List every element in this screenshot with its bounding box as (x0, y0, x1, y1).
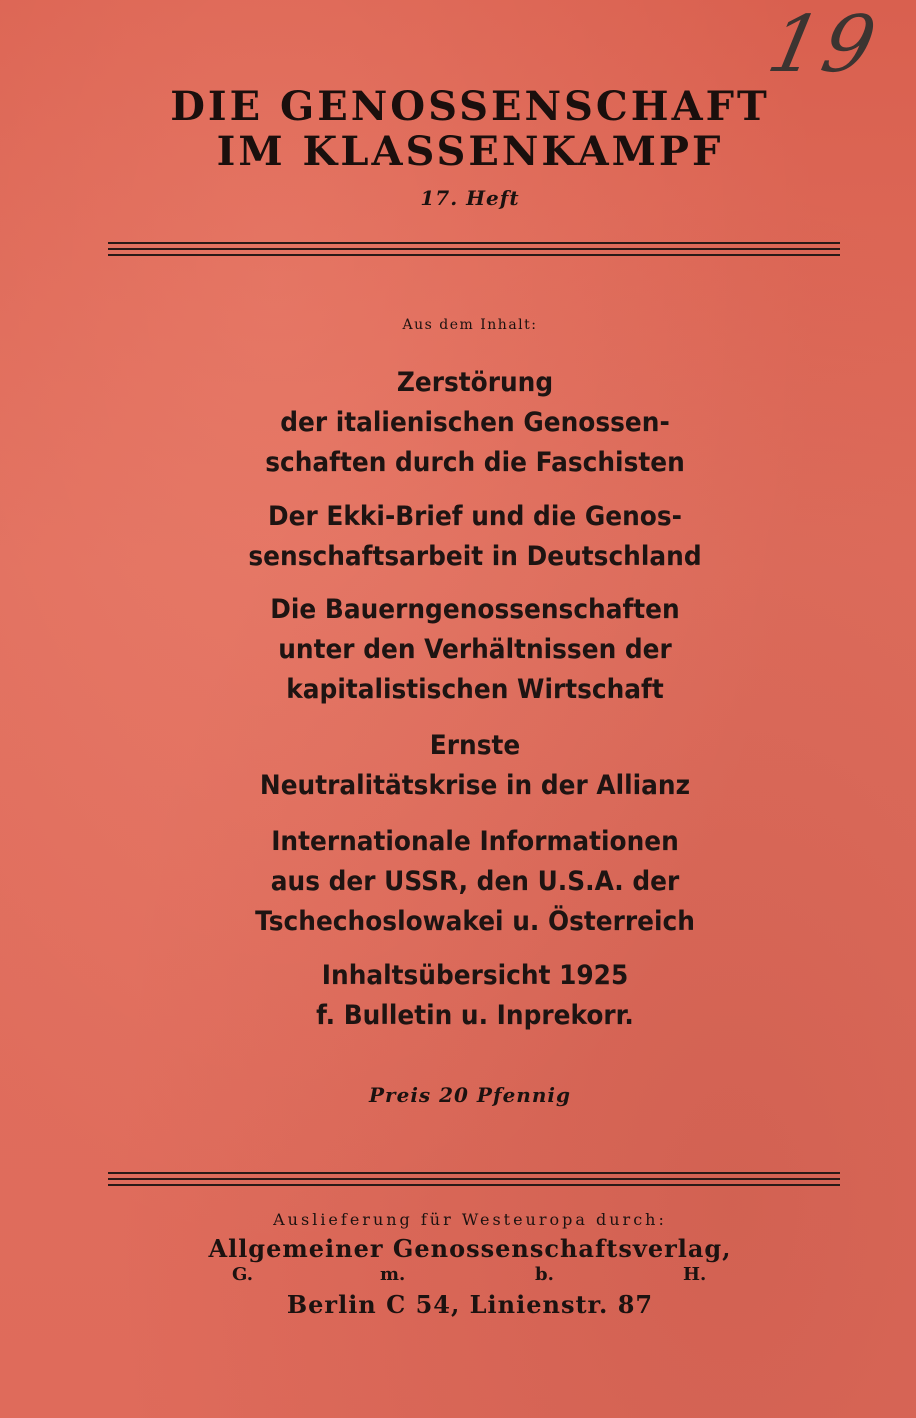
item-line: senschaftsarbeit in Deutschland (248, 541, 702, 572)
item-line: Internationale Informationen (271, 826, 679, 857)
item-line: schaften durch die Faschisten (265, 447, 685, 478)
contents-item-2 (185, 497, 765, 577)
contents-item-4 (185, 726, 765, 806)
item-line: Tschechoslowakei u. Österreich (255, 906, 695, 937)
contents-heading: Aus dem Inhalt: (402, 317, 538, 333)
issue-number: 17. Heft (420, 186, 520, 210)
item-line: Die Bauerngenossenschaften (270, 594, 680, 625)
gmbh-g: G. (232, 1264, 253, 1285)
top-rule-3 (108, 254, 840, 256)
item-line: Der Ekki-Brief und die Genos- (268, 501, 682, 532)
publisher-name: Allgemeiner Genossenschaftsverlag, (208, 1234, 732, 1263)
item-line: unter den Verhältnissen der (278, 634, 672, 665)
gmbh-b: b. (535, 1264, 554, 1285)
handwritten-page-number: 19 (760, 0, 887, 90)
bottom-rule-2 (108, 1178, 840, 1180)
bottom-rule-1 (108, 1172, 840, 1174)
top-rule-1 (108, 242, 840, 244)
bottom-rule-3 (108, 1184, 840, 1186)
contents-item-1 (185, 363, 765, 483)
delivery-note: Auslieferung für Westeuropa durch: (273, 1210, 667, 1229)
gmbh-m: m. (380, 1264, 406, 1285)
title-line-2: IM KLASSENKAMPF (216, 128, 724, 175)
item-line: der italienischen Genossen- (280, 407, 670, 438)
price: Preis 20 Pfennig (369, 1083, 571, 1107)
item-line: Neutralitätskrise in der Allianz (259, 770, 691, 801)
gmbh-h: H. (683, 1264, 707, 1285)
item-line: Ernste (429, 730, 521, 761)
publisher-address: Berlin C 54, Linienstr. 87 (286, 1290, 654, 1319)
item-line: aus der USSR, den U.S.A. der (270, 866, 680, 897)
title-line-1: DIE GENOSSENSCHAFT (170, 83, 770, 130)
item-line: Inhaltsübersicht 1925 (321, 960, 629, 991)
contents-item-5 (185, 822, 765, 942)
item-line: f. Bulletin u. Inprekorr. (316, 1000, 634, 1031)
contents-item-6 (185, 956, 765, 1036)
item-line: kapitalistischen Wirtschaft (286, 674, 664, 705)
item-line: Zerstörung (396, 367, 554, 398)
contents-item-3 (185, 590, 765, 710)
top-rule-2 (108, 248, 840, 250)
